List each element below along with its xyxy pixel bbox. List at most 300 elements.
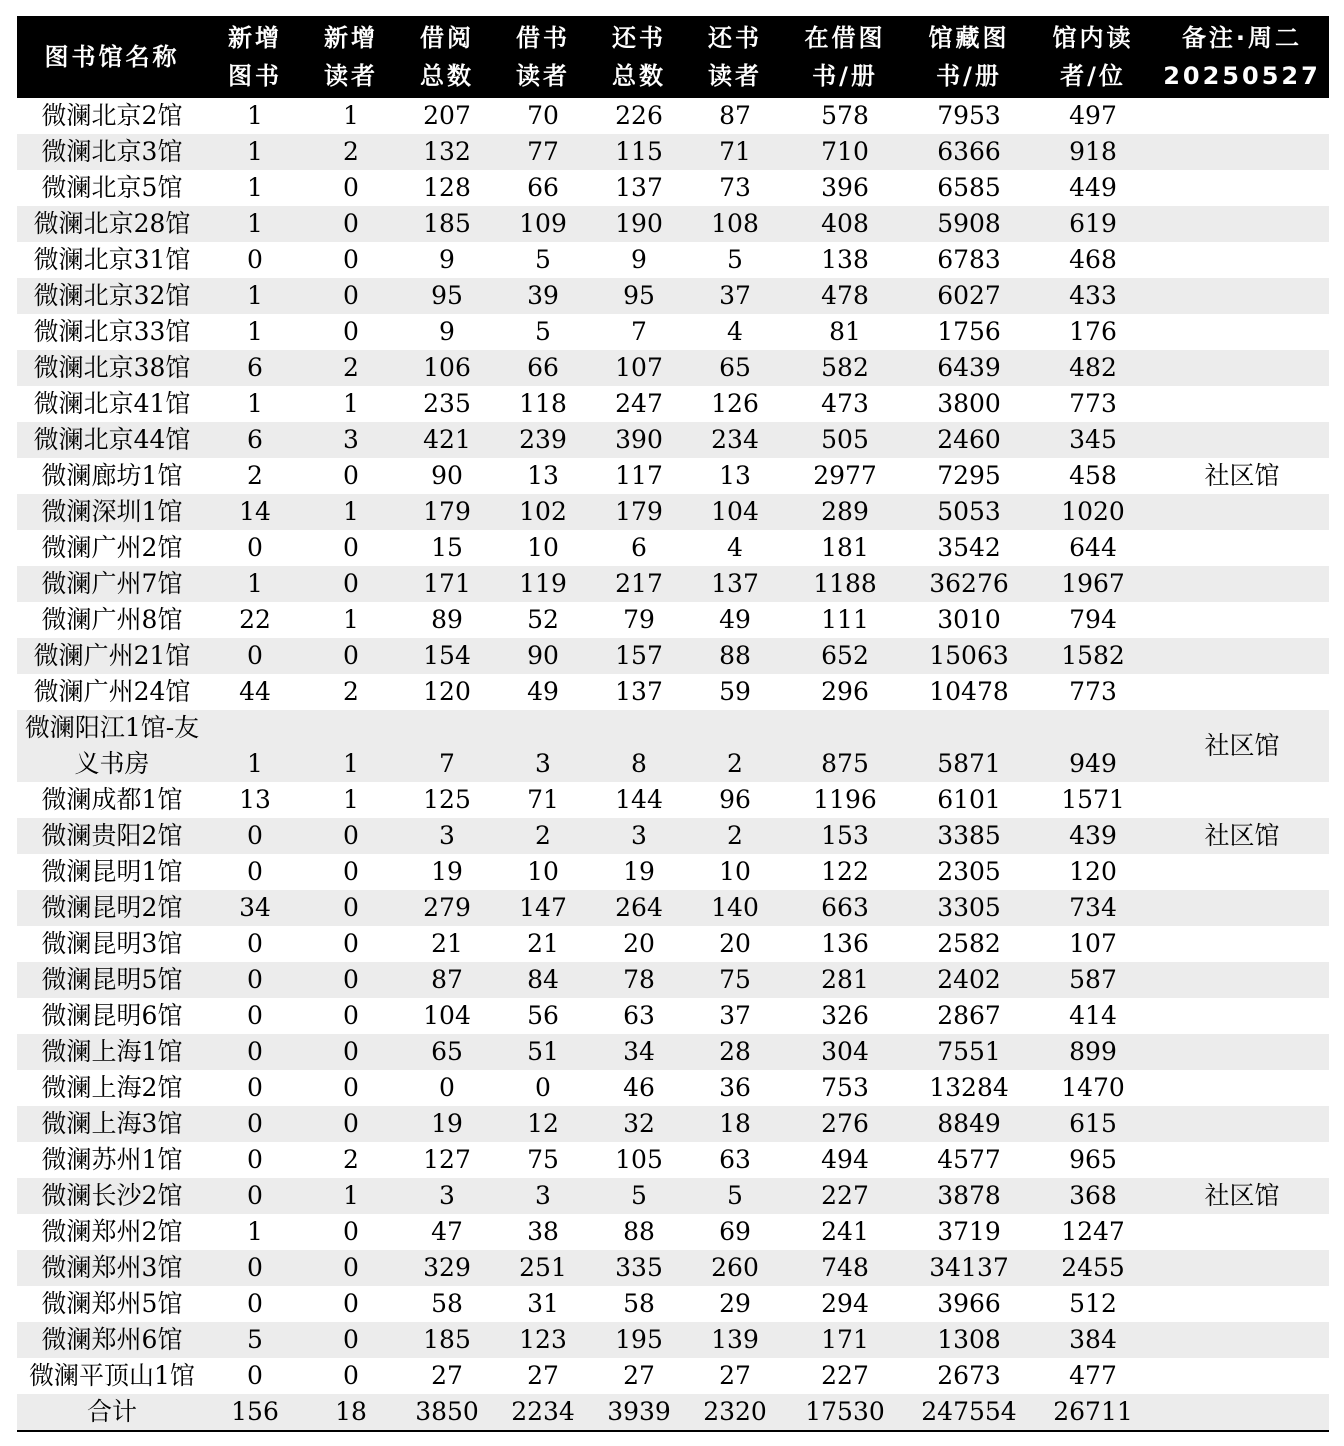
cell-borrow-readers: 51 xyxy=(527,1037,559,1066)
cell-borrow-total: 19 xyxy=(431,857,463,886)
cell-borrow-total: 87 xyxy=(431,965,463,994)
cell-new-readers: 1 xyxy=(343,497,359,526)
header-in-library-readers xyxy=(1031,16,1155,98)
cell-note xyxy=(1155,1214,1329,1250)
cell-note xyxy=(1155,242,1329,278)
cell-return-readers: 20 xyxy=(719,929,751,958)
cell-library-name: 微澜北京2馆 xyxy=(41,101,183,130)
table-row xyxy=(17,998,1329,1034)
cell-in-library-readers: 176 xyxy=(1069,317,1117,346)
header-line1: 备注·周二 xyxy=(1181,24,1303,52)
cell-borrow-total: 3 xyxy=(439,821,455,850)
cell-return-total: 217 xyxy=(615,569,663,598)
cell-new-books: 0 xyxy=(247,821,263,850)
table-row xyxy=(17,386,1329,422)
cell-new-readers: 1 xyxy=(343,101,359,130)
cell-return-total: 137 xyxy=(615,677,663,706)
header-line2: 读者 xyxy=(324,62,378,90)
header-line1: 图书馆名称 xyxy=(44,43,180,71)
cell-borrow-total: 0 xyxy=(439,1073,455,1102)
cell-books-on-loan: 494 xyxy=(821,1145,869,1174)
table-row xyxy=(17,278,1329,314)
cell-note xyxy=(1155,638,1329,674)
cell-new-books: 0 xyxy=(247,1001,263,1030)
cell-return-total: 9 xyxy=(631,245,647,274)
cell-in-library-readers: 644 xyxy=(1069,533,1117,562)
cell-return-total: 95 xyxy=(623,281,655,310)
cell-collection-books: 3719 xyxy=(937,1217,1001,1246)
cell-return-total: 46 xyxy=(623,1073,655,1102)
cell-borrow-readers: 10 xyxy=(527,857,559,886)
cell-new-readers: 0 xyxy=(343,533,359,562)
cell-borrow-readers: 13 xyxy=(527,461,559,490)
cell-collection-books: 36276 xyxy=(929,569,1009,598)
cell-note xyxy=(1155,674,1329,710)
cell-library-name: 微澜昆明5馆 xyxy=(41,965,183,994)
cell-borrow-readers: 49 xyxy=(527,677,559,706)
cell-borrow-readers: 12 xyxy=(527,1109,559,1138)
cell-return-total: 335 xyxy=(615,1253,663,1282)
cell-in-library-readers: 587 xyxy=(1069,965,1117,994)
cell-borrow-total: 127 xyxy=(423,1145,471,1174)
cell-new-readers: 18 xyxy=(303,1394,399,1431)
cell-library-name: 微澜北京38馆 xyxy=(33,353,191,382)
cell-return-readers: 139 xyxy=(711,1325,759,1354)
cell-in-library-readers: 615 xyxy=(1069,1109,1117,1138)
cell-in-library-readers: 384 xyxy=(1069,1325,1117,1354)
cell-new-books: 44 xyxy=(239,677,271,706)
cell-return-readers: 140 xyxy=(711,893,759,922)
cell-in-library-readers: 1020 xyxy=(1061,497,1125,526)
cell-borrow-total: 21 xyxy=(431,929,463,958)
cell-collection-books: 7953 xyxy=(937,101,1001,130)
cell-borrow-readers: 147 xyxy=(519,893,567,922)
cell-books-on-loan: 138 xyxy=(821,245,869,274)
cell-in-library-readers: 107 xyxy=(1069,929,1117,958)
cell-in-library-readers: 899 xyxy=(1069,1037,1117,1066)
cell-library-name: 微澜北京33馆 xyxy=(33,317,191,346)
cell-return-total: 264 xyxy=(615,893,663,922)
cell-new-books: 0 xyxy=(247,965,263,994)
cell-in-library-readers: 2455 xyxy=(1061,1253,1125,1282)
cell-borrow-readers: 71 xyxy=(527,785,559,814)
table-row xyxy=(17,962,1329,998)
cell-return-total: 88 xyxy=(623,1217,655,1246)
cell-return-readers: 59 xyxy=(719,677,751,706)
cell-borrow-readers: 109 xyxy=(519,209,567,238)
table-row xyxy=(17,1070,1329,1106)
cell-note xyxy=(1155,1070,1329,1106)
cell-new-books: 1 xyxy=(247,281,263,310)
cell-new-books: 1 xyxy=(247,1217,263,1246)
cell-in-library-readers: 918 xyxy=(1069,137,1117,166)
header-note xyxy=(1155,16,1329,98)
cell-new-books: 0 xyxy=(247,1109,263,1138)
cell-library-name: 微澜北京32馆 xyxy=(33,281,191,310)
cell-books-on-loan: 652 xyxy=(821,641,869,670)
cell-return-total: 105 xyxy=(615,1145,663,1174)
table-row xyxy=(17,206,1329,242)
cell-in-library-readers: 1571 xyxy=(1061,785,1125,814)
cell-books-on-loan: 227 xyxy=(821,1181,869,1210)
table-row xyxy=(17,314,1329,350)
cell-borrow-readers: 66 xyxy=(527,353,559,382)
cell-books-on-loan: 326 xyxy=(821,1001,869,1030)
cell-borrow-readers: 3 xyxy=(535,1181,551,1210)
cell-borrow-total: 104 xyxy=(423,1001,471,1030)
cell-in-library-readers: 468 xyxy=(1069,245,1117,274)
cell-return-readers: 71 xyxy=(719,137,751,166)
cell-return-total: 58 xyxy=(623,1289,655,1318)
cell-new-readers: 0 xyxy=(343,641,359,670)
cell-return-readers: 18 xyxy=(719,1109,751,1138)
cell-new-books: 1 xyxy=(247,137,263,166)
cell-new-books: 22 xyxy=(239,605,271,634)
cell-in-library-readers: 512 xyxy=(1069,1289,1117,1318)
cell-library-name: 微澜广州8馆 xyxy=(41,605,183,634)
cell-books-on-loan: 81 xyxy=(829,317,861,346)
table-row xyxy=(17,638,1329,674)
table-row xyxy=(17,458,1329,494)
cell-library-name: 微澜北京28馆 xyxy=(33,209,191,238)
cell-note xyxy=(1155,98,1329,134)
cell-new-readers: 2 xyxy=(343,1145,359,1174)
table-row xyxy=(17,98,1329,134)
cell-return-readers: 2320 xyxy=(687,1394,783,1431)
cell-borrow-total: 329 xyxy=(423,1253,471,1282)
cell-return-readers: 37 xyxy=(719,1001,751,1030)
cell-new-books: 0 xyxy=(247,1253,263,1282)
cell-return-total: 63 xyxy=(623,1001,655,1030)
table-row xyxy=(17,1178,1329,1214)
cell-return-total: 7 xyxy=(631,317,647,346)
cell-note xyxy=(1155,602,1329,638)
table-row xyxy=(17,1142,1329,1178)
cell-borrow-readers: 90 xyxy=(527,641,559,670)
cell-return-readers: 29 xyxy=(719,1289,751,1318)
cell-collection-books: 3010 xyxy=(937,605,1001,634)
table-row xyxy=(17,170,1329,206)
cell-return-total: 107 xyxy=(615,353,663,382)
cell-library-name: 微澜长沙2馆 xyxy=(41,1181,183,1210)
cell-in-library-readers: 949 xyxy=(1069,749,1117,778)
cell-new-readers: 0 xyxy=(343,1361,359,1390)
header-line1: 馆内读 xyxy=(1052,24,1134,52)
cell-note xyxy=(1155,1286,1329,1322)
cell-note xyxy=(1155,890,1329,926)
cell-new-readers: 0 xyxy=(343,461,359,490)
cell-note xyxy=(1155,566,1329,602)
cell-borrow-readers: 3 xyxy=(535,749,551,778)
table-row xyxy=(17,818,1329,854)
cell-new-books: 1 xyxy=(247,209,263,238)
table-row xyxy=(17,1322,1329,1358)
header-line2: 读者 xyxy=(708,62,762,90)
cell-books-on-loan: 1196 xyxy=(813,785,877,814)
cell-library-name: 微澜北京44馆 xyxy=(33,425,191,454)
cell-borrow-readers: 10 xyxy=(527,533,559,562)
cell-new-books: 1 xyxy=(247,317,263,346)
header-library-name xyxy=(17,16,207,98)
cell-library-name: 合计 xyxy=(17,1394,207,1431)
cell-note xyxy=(1155,206,1329,242)
cell-return-total: 195 xyxy=(615,1325,663,1354)
cell-borrow-total: 90 xyxy=(431,461,463,490)
table-row xyxy=(17,494,1329,530)
cell-new-readers: 0 xyxy=(343,1325,359,1354)
cell-new-readers: 2 xyxy=(343,353,359,382)
cell-books-on-loan: 582 xyxy=(821,353,869,382)
cell-note xyxy=(1155,170,1329,206)
cell-collection-books: 6101 xyxy=(937,785,1001,814)
cell-return-readers: 137 xyxy=(711,569,759,598)
header-line2: 读者 xyxy=(516,62,570,90)
cell-new-books: 1 xyxy=(247,173,263,202)
cell-borrow-total: 106 xyxy=(423,353,471,382)
cell-new-books: 1 xyxy=(247,101,263,130)
cell-return-readers: 104 xyxy=(711,497,759,526)
cell-new-books: 0 xyxy=(247,1037,263,1066)
table-body xyxy=(17,98,1329,1431)
cell-borrow-total: 9 xyxy=(439,245,455,274)
header-line2: 图书 xyxy=(228,62,282,90)
cell-return-readers: 10 xyxy=(719,857,751,886)
cell-borrow-readers: 251 xyxy=(519,1253,567,1282)
table-row xyxy=(17,602,1329,638)
header-return-total xyxy=(591,16,687,98)
cell-borrow-readers: 2 xyxy=(535,821,551,850)
cell-borrow-total: 95 xyxy=(431,281,463,310)
cell-books-on-loan: 505 xyxy=(821,425,869,454)
cell-collection-books: 1756 xyxy=(937,317,1001,346)
cell-collection-books: 3542 xyxy=(937,533,1001,562)
cell-return-readers: 27 xyxy=(719,1361,751,1390)
cell-new-readers: 0 xyxy=(343,857,359,886)
cell-return-readers: 69 xyxy=(719,1217,751,1246)
cell-borrow-total: 185 xyxy=(423,209,471,238)
cell-borrow-readers: 70 xyxy=(527,101,559,130)
cell-return-total: 8 xyxy=(631,749,647,778)
cell-in-library-readers: 497 xyxy=(1069,101,1117,130)
cell-collection-books: 2673 xyxy=(937,1361,1001,1390)
header-collection-books xyxy=(907,16,1031,98)
cell-borrow-readers: 52 xyxy=(527,605,559,634)
cell-return-total: 27 xyxy=(623,1361,655,1390)
cell-new-books: 0 xyxy=(247,533,263,562)
cell-books-on-loan: 578 xyxy=(821,101,869,130)
cell-collection-books: 2402 xyxy=(937,965,1001,994)
cell-library-name: 微澜阳江1馆-友义书房 xyxy=(24,713,200,778)
cell-new-readers: 0 xyxy=(343,929,359,958)
cell-new-books: 0 xyxy=(247,641,263,670)
cell-library-name: 微澜昆明3馆 xyxy=(41,929,183,958)
cell-collection-books: 6027 xyxy=(937,281,1001,310)
cell-return-readers: 234 xyxy=(711,425,759,454)
cell-library-name: 微澜上海1馆 xyxy=(41,1037,183,1066)
cell-collection-books: 2582 xyxy=(937,929,1001,958)
cell-note xyxy=(1155,962,1329,998)
table-row xyxy=(17,782,1329,818)
cell-return-readers: 108 xyxy=(711,209,759,238)
cell-note xyxy=(1155,1394,1329,1431)
cell-borrow-readers: 27 xyxy=(527,1361,559,1390)
header-return-readers xyxy=(687,16,783,98)
cell-return-readers: 96 xyxy=(719,785,751,814)
cell-library-name: 微澜北京3馆 xyxy=(41,137,183,166)
cell-return-readers: 88 xyxy=(719,641,751,670)
cell-library-name: 微澜广州7馆 xyxy=(41,569,183,598)
cell-in-library-readers: 449 xyxy=(1069,173,1117,202)
header-new-books xyxy=(207,16,303,98)
cell-library-name: 微澜上海3馆 xyxy=(41,1109,183,1138)
header-line1: 馆藏图 xyxy=(928,24,1010,52)
cell-new-books: 34 xyxy=(239,893,271,922)
cell-library-name: 微澜平顶山1馆 xyxy=(29,1361,195,1390)
header-line1: 还书 xyxy=(708,24,762,52)
table-row xyxy=(17,926,1329,962)
table-row xyxy=(17,566,1329,602)
cell-collection-books: 6585 xyxy=(937,173,1001,202)
header-line2: 总数 xyxy=(612,62,666,90)
cell-note xyxy=(1155,422,1329,458)
cell-new-books: 14 xyxy=(239,497,271,526)
cell-return-readers: 5 xyxy=(727,1181,743,1210)
cell-return-total: 79 xyxy=(623,605,655,634)
cell-note xyxy=(1155,386,1329,422)
cell-new-readers: 0 xyxy=(343,821,359,850)
cell-borrow-total: 125 xyxy=(423,785,471,814)
cell-new-readers: 1 xyxy=(343,389,359,418)
cell-collection-books: 6783 xyxy=(937,245,1001,274)
cell-collection-books: 13284 xyxy=(929,1073,1009,1102)
cell-library-name: 微澜成都1馆 xyxy=(41,785,183,814)
cell-return-readers: 2 xyxy=(727,821,743,850)
cell-new-readers: 0 xyxy=(343,1037,359,1066)
header-line1: 借阅 xyxy=(420,24,474,52)
cell-new-books: 6 xyxy=(247,353,263,382)
header-line2: 总数 xyxy=(420,62,474,90)
cell-new-readers: 0 xyxy=(343,1001,359,1030)
cell-return-total: 137 xyxy=(615,173,663,202)
cell-borrow-total: 279 xyxy=(423,893,471,922)
cell-return-total: 390 xyxy=(615,425,663,454)
cell-return-total: 6 xyxy=(631,533,647,562)
cell-return-total: 34 xyxy=(623,1037,655,1066)
cell-borrow-total: 132 xyxy=(423,137,471,166)
table-row xyxy=(17,422,1329,458)
table-row xyxy=(17,1214,1329,1250)
cell-borrow-readers: 66 xyxy=(527,173,559,202)
cell-collection-books: 4577 xyxy=(937,1145,1001,1174)
cell-books-on-loan: 294 xyxy=(821,1289,869,1318)
cell-collection-books: 2460 xyxy=(937,425,1001,454)
cell-books-on-loan: 281 xyxy=(821,965,869,994)
cell-collection-books: 2867 xyxy=(937,1001,1001,1030)
cell-new-readers: 0 xyxy=(343,281,359,310)
cell-books-on-loan: 875 xyxy=(821,749,869,778)
cell-collection-books: 3878 xyxy=(937,1181,1001,1210)
library-stats-table xyxy=(17,16,1329,1432)
cell-books-on-loan: 748 xyxy=(821,1253,869,1282)
cell-return-readers: 126 xyxy=(711,389,759,418)
cell-return-readers: 13 xyxy=(719,461,751,490)
cell-collection-books: 7551 xyxy=(937,1037,1001,1066)
cell-return-readers: 36 xyxy=(719,1073,751,1102)
cell-collection-books: 1308 xyxy=(937,1325,1001,1354)
table-row xyxy=(17,242,1329,278)
cell-in-library-readers: 414 xyxy=(1069,1001,1117,1030)
cell-borrow-total: 3 xyxy=(439,1181,455,1210)
cell-return-readers: 4 xyxy=(727,533,743,562)
cell-new-books: 0 xyxy=(247,929,263,958)
cell-library-name: 微澜深圳1馆 xyxy=(41,497,183,526)
table-header xyxy=(17,16,1329,98)
cell-borrow-total: 7 xyxy=(439,749,455,778)
cell-new-readers: 0 xyxy=(343,965,359,994)
cell-collection-books: 10478 xyxy=(929,677,1009,706)
cell-return-readers: 260 xyxy=(711,1253,759,1282)
cell-note xyxy=(1155,530,1329,566)
cell-books-on-loan: 122 xyxy=(821,857,869,886)
cell-collection-books: 6366 xyxy=(937,137,1001,166)
cell-new-readers: 1 xyxy=(343,749,359,778)
cell-in-library-readers: 1470 xyxy=(1061,1073,1125,1102)
cell-new-books: 2 xyxy=(247,461,263,490)
cell-books-on-loan: 710 xyxy=(821,137,869,166)
cell-books-on-loan: 396 xyxy=(821,173,869,202)
cell-borrow-readers: 118 xyxy=(519,389,567,418)
cell-books-on-loan: 181 xyxy=(821,533,869,562)
cell-borrow-readers: 77 xyxy=(527,137,559,166)
cell-books-on-loan: 17530 xyxy=(783,1394,907,1431)
table-row xyxy=(17,1106,1329,1142)
cell-return-total: 157 xyxy=(615,641,663,670)
cell-borrow-total: 235 xyxy=(423,389,471,418)
header-new-readers xyxy=(303,16,399,98)
cell-borrow-total: 9 xyxy=(439,317,455,346)
cell-in-library-readers: 619 xyxy=(1069,209,1117,238)
table-row xyxy=(17,674,1329,710)
cell-return-readers: 75 xyxy=(719,965,751,994)
cell-borrow-total: 89 xyxy=(431,605,463,634)
cell-note: 社区馆 xyxy=(1204,731,1280,760)
cell-new-readers: 1 xyxy=(343,1181,359,1210)
cell-return-readers: 37 xyxy=(719,281,751,310)
cell-new-readers: 0 xyxy=(343,1217,359,1246)
cell-new-books: 5 xyxy=(247,1325,263,1354)
table-row xyxy=(17,854,1329,890)
cell-new-books: 0 xyxy=(247,857,263,886)
cell-library-name: 微澜贵阳2馆 xyxy=(41,821,183,850)
cell-borrow-readers: 119 xyxy=(519,569,567,598)
cell-library-name: 微澜郑州5馆 xyxy=(41,1289,183,1318)
header-line2: 书/册 xyxy=(812,62,878,90)
table-row xyxy=(17,710,1329,782)
cell-note xyxy=(1155,314,1329,350)
cell-new-readers: 0 xyxy=(343,1073,359,1102)
cell-return-readers: 73 xyxy=(719,173,751,202)
cell-collection-books: 3385 xyxy=(937,821,1001,850)
cell-in-library-readers: 1247 xyxy=(1061,1217,1125,1246)
cell-note xyxy=(1155,1250,1329,1286)
cell-new-readers: 0 xyxy=(343,173,359,202)
cell-in-library-readers: 26711 xyxy=(1031,1394,1155,1431)
cell-new-books: 1 xyxy=(247,389,263,418)
cell-collection-books: 34137 xyxy=(929,1253,1009,1282)
cell-return-readers: 5 xyxy=(727,245,743,274)
cell-books-on-loan: 241 xyxy=(821,1217,869,1246)
cell-in-library-readers: 433 xyxy=(1069,281,1117,310)
